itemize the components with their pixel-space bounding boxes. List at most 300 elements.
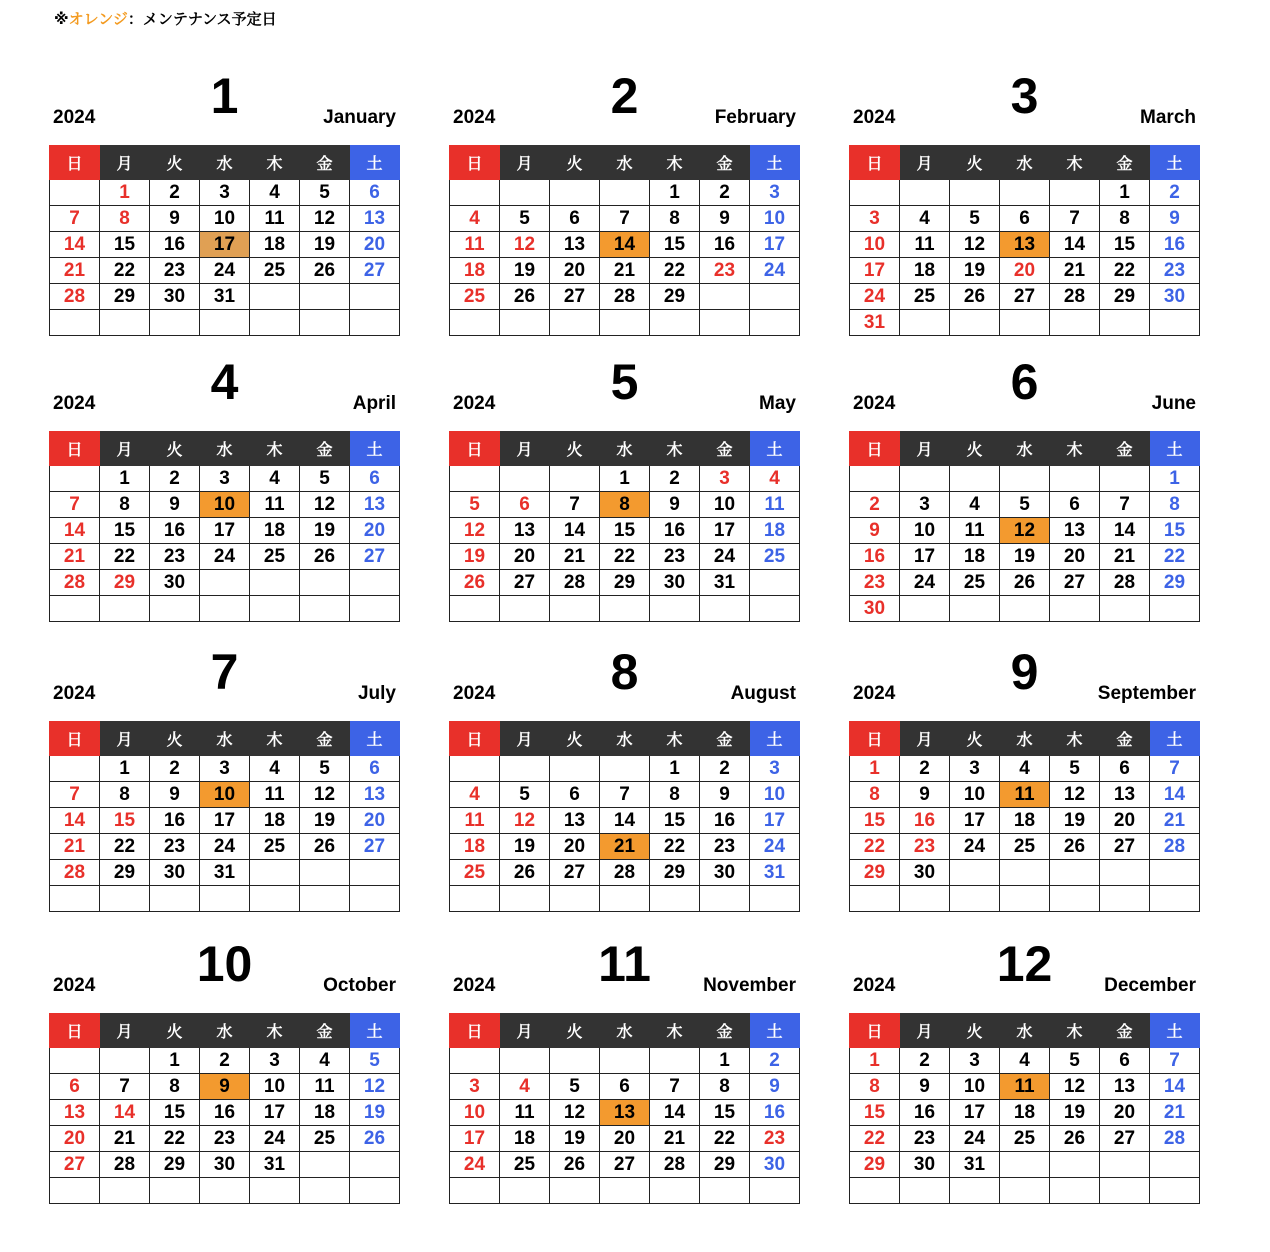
week-row bbox=[450, 544, 800, 570]
month-table bbox=[449, 721, 800, 912]
day-cell: 26 bbox=[350, 1126, 400, 1152]
weekday-header: 水 bbox=[200, 432, 250, 466]
day-cell: 6 bbox=[1000, 206, 1050, 232]
week-row bbox=[850, 518, 1200, 544]
week-row bbox=[850, 466, 1200, 492]
empty-day-cell bbox=[150, 1178, 200, 1204]
day-cell: 1 bbox=[100, 466, 150, 492]
day-cell: 3 bbox=[900, 492, 950, 518]
week-row bbox=[50, 860, 400, 886]
day-cell: 25 bbox=[1000, 1126, 1050, 1152]
day-cell: 7 bbox=[550, 492, 600, 518]
week-row bbox=[850, 886, 1200, 912]
weekday-header: 月 bbox=[900, 1014, 950, 1048]
day-cell: 14 bbox=[1050, 232, 1100, 258]
week-row bbox=[50, 310, 400, 336]
empty-day-cell bbox=[1050, 466, 1100, 492]
weekday-header: 金 bbox=[1100, 1014, 1150, 1048]
empty-day-cell bbox=[700, 886, 750, 912]
weekday-header: 日 bbox=[450, 1014, 500, 1048]
week-row bbox=[450, 886, 800, 912]
day-cell: 3 bbox=[750, 180, 800, 206]
day-cell: 28 bbox=[50, 570, 100, 596]
day-cell: 3 bbox=[950, 1048, 1000, 1074]
day-cell: 23 bbox=[150, 258, 200, 284]
day-cell: 8 bbox=[650, 782, 700, 808]
day-cell: 6 bbox=[350, 466, 400, 492]
day-cell: 3 bbox=[200, 466, 250, 492]
weekday-header: 木 bbox=[650, 722, 700, 756]
day-cell: 17 bbox=[200, 518, 250, 544]
day-cell: 1 bbox=[100, 180, 150, 206]
day-cell: 14 bbox=[1150, 1074, 1200, 1100]
day-cell: 29 bbox=[100, 860, 150, 886]
empty-day-cell bbox=[100, 596, 150, 622]
empty-day-cell bbox=[950, 1178, 1000, 1204]
day-cell: 23 bbox=[850, 570, 900, 596]
weekday-header: 木 bbox=[250, 1014, 300, 1048]
day-cell: 27 bbox=[1000, 284, 1050, 310]
week-row bbox=[450, 1100, 800, 1126]
weekday-header: 日 bbox=[50, 1014, 100, 1048]
day-cell: 1 bbox=[150, 1048, 200, 1074]
month-header bbox=[449, 635, 800, 706]
empty-day-cell bbox=[1050, 1152, 1100, 1178]
empty-day-cell bbox=[1150, 860, 1200, 886]
month-table bbox=[49, 145, 400, 336]
day-cell: 27 bbox=[550, 284, 600, 310]
weekday-header: 土 bbox=[750, 432, 800, 466]
week-row bbox=[850, 310, 1200, 336]
month-table bbox=[49, 1013, 400, 1204]
weekday-header: 金 bbox=[300, 146, 350, 180]
day-cell: 25 bbox=[1000, 834, 1050, 860]
day-cell: 6 bbox=[600, 1074, 650, 1100]
day-cell: 8 bbox=[100, 206, 150, 232]
day-cell: 30 bbox=[650, 570, 700, 596]
day-cell: 6 bbox=[350, 180, 400, 206]
weekday-header: 土 bbox=[350, 146, 400, 180]
day-cell: 5 bbox=[500, 206, 550, 232]
day-cell: 6 bbox=[550, 206, 600, 232]
day-cell: 15 bbox=[700, 1100, 750, 1126]
day-cell: 5 bbox=[300, 756, 350, 782]
weekday-header: 日 bbox=[450, 722, 500, 756]
week-row bbox=[50, 570, 400, 596]
day-cell: 29 bbox=[1100, 284, 1150, 310]
weekday-header: 日 bbox=[850, 1014, 900, 1048]
week-row bbox=[450, 570, 800, 596]
empty-day-cell bbox=[600, 756, 650, 782]
day-cell: 27 bbox=[550, 860, 600, 886]
year-label: 2024 bbox=[853, 975, 896, 996]
empty-day-cell bbox=[700, 596, 750, 622]
day-cell: 23 bbox=[200, 1126, 250, 1152]
month-name: November bbox=[703, 975, 796, 996]
day-cell: 11 bbox=[950, 518, 1000, 544]
month-number: 9 bbox=[1010, 644, 1039, 700]
empty-day-cell bbox=[200, 596, 250, 622]
day-cell: 6 bbox=[1100, 1048, 1150, 1074]
day-cell: 18 bbox=[950, 544, 1000, 570]
day-cell: 15 bbox=[650, 232, 700, 258]
week-row bbox=[850, 834, 1200, 860]
week-row bbox=[450, 206, 800, 232]
day-cell: 23 bbox=[900, 834, 950, 860]
week-row bbox=[850, 1100, 1200, 1126]
day-cell: 5 bbox=[300, 180, 350, 206]
day-cell: 19 bbox=[1050, 808, 1100, 834]
empty-day-cell bbox=[100, 886, 150, 912]
month-calendar-3 bbox=[849, 59, 1200, 336]
day-cell: 31 bbox=[750, 860, 800, 886]
empty-day-cell bbox=[1150, 1152, 1200, 1178]
weekday-header: 火 bbox=[150, 146, 200, 180]
day-cell: 11 bbox=[250, 492, 300, 518]
day-cell: 16 bbox=[900, 808, 950, 834]
weekday-header: 日 bbox=[50, 722, 100, 756]
day-cell: 22 bbox=[1150, 544, 1200, 570]
day-cell: 25 bbox=[300, 1126, 350, 1152]
maintenance-day-cell: 14 bbox=[600, 232, 650, 258]
empty-day-cell bbox=[850, 886, 900, 912]
day-cell: 30 bbox=[700, 860, 750, 886]
day-cell: 23 bbox=[700, 834, 750, 860]
week-row bbox=[850, 492, 1200, 518]
day-cell: 15 bbox=[600, 518, 650, 544]
day-cell: 7 bbox=[50, 492, 100, 518]
day-cell: 21 bbox=[550, 544, 600, 570]
day-cell: 20 bbox=[350, 518, 400, 544]
day-cell: 26 bbox=[450, 570, 500, 596]
month-number: 8 bbox=[610, 644, 639, 700]
maintenance-day-cell: 11 bbox=[1000, 782, 1050, 808]
day-cell: 18 bbox=[250, 808, 300, 834]
empty-day-cell bbox=[1100, 1152, 1150, 1178]
weekday-header-row bbox=[450, 146, 800, 180]
weekday-header: 月 bbox=[100, 1014, 150, 1048]
empty-day-cell bbox=[1100, 1178, 1150, 1204]
empty-day-cell bbox=[150, 886, 200, 912]
day-cell: 20 bbox=[1100, 1100, 1150, 1126]
month-header bbox=[849, 927, 1200, 998]
empty-day-cell bbox=[350, 860, 400, 886]
week-row bbox=[50, 596, 400, 622]
day-cell: 7 bbox=[1150, 1048, 1200, 1074]
week-row bbox=[450, 596, 800, 622]
empty-day-cell bbox=[350, 310, 400, 336]
day-cell: 12 bbox=[550, 1100, 600, 1126]
day-cell: 10 bbox=[850, 232, 900, 258]
day-cell: 4 bbox=[300, 1048, 350, 1074]
day-cell: 8 bbox=[850, 782, 900, 808]
week-row bbox=[850, 570, 1200, 596]
empty-day-cell bbox=[500, 310, 550, 336]
day-cell: 13 bbox=[50, 1100, 100, 1126]
day-cell: 30 bbox=[150, 860, 200, 886]
empty-day-cell bbox=[1000, 1152, 1050, 1178]
empty-day-cell bbox=[300, 284, 350, 310]
weekday-header: 日 bbox=[850, 722, 900, 756]
year-label: 2024 bbox=[453, 683, 496, 704]
day-cell: 29 bbox=[150, 1152, 200, 1178]
year-label: 2024 bbox=[53, 393, 96, 414]
empty-day-cell bbox=[1050, 860, 1100, 886]
day-cell: 12 bbox=[450, 518, 500, 544]
empty-day-cell bbox=[650, 310, 700, 336]
day-cell: 25 bbox=[500, 1152, 550, 1178]
day-cell: 16 bbox=[850, 544, 900, 570]
day-cell: 23 bbox=[150, 544, 200, 570]
day-cell: 7 bbox=[600, 206, 650, 232]
empty-day-cell bbox=[1050, 180, 1100, 206]
day-cell: 19 bbox=[450, 544, 500, 570]
day-cell: 18 bbox=[450, 258, 500, 284]
day-cell: 15 bbox=[100, 518, 150, 544]
week-row bbox=[50, 492, 400, 518]
day-cell: 14 bbox=[1150, 782, 1200, 808]
day-cell: 26 bbox=[1050, 834, 1100, 860]
empty-day-cell bbox=[950, 596, 1000, 622]
day-cell: 25 bbox=[750, 544, 800, 570]
day-cell: 21 bbox=[50, 258, 100, 284]
weekday-header: 金 bbox=[700, 1014, 750, 1048]
empty-day-cell bbox=[1000, 886, 1050, 912]
empty-day-cell bbox=[200, 886, 250, 912]
year-label: 2024 bbox=[453, 107, 496, 128]
day-cell: 17 bbox=[950, 808, 1000, 834]
day-cell: 17 bbox=[700, 518, 750, 544]
day-cell: 10 bbox=[750, 782, 800, 808]
day-cell: 24 bbox=[250, 1126, 300, 1152]
month-name: June bbox=[1151, 393, 1196, 414]
day-cell: 4 bbox=[1000, 756, 1050, 782]
month-name: April bbox=[352, 393, 396, 414]
day-cell: 3 bbox=[700, 466, 750, 492]
empty-day-cell bbox=[900, 180, 950, 206]
empty-day-cell bbox=[1150, 596, 1200, 622]
empty-day-cell bbox=[950, 180, 1000, 206]
weekday-header: 水 bbox=[1000, 1014, 1050, 1048]
empty-day-cell bbox=[600, 1048, 650, 1074]
empty-day-cell bbox=[1050, 596, 1100, 622]
month-number: 2 bbox=[610, 68, 639, 124]
day-cell: 29 bbox=[100, 284, 150, 310]
year-label: 2024 bbox=[853, 107, 896, 128]
weekday-header: 木 bbox=[250, 432, 300, 466]
empty-day-cell bbox=[900, 886, 950, 912]
day-cell: 14 bbox=[600, 808, 650, 834]
day-cell: 2 bbox=[1150, 180, 1200, 206]
day-cell: 8 bbox=[100, 492, 150, 518]
day-cell: 9 bbox=[150, 492, 200, 518]
day-cell: 22 bbox=[100, 834, 150, 860]
weekday-header: 木 bbox=[650, 432, 700, 466]
week-row bbox=[50, 886, 400, 912]
day-cell: 28 bbox=[650, 1152, 700, 1178]
weekday-header: 火 bbox=[950, 146, 1000, 180]
day-cell: 20 bbox=[1100, 808, 1150, 834]
weekday-header: 水 bbox=[1000, 432, 1050, 466]
weekday-header: 火 bbox=[550, 146, 600, 180]
day-cell: 26 bbox=[300, 834, 350, 860]
month-table bbox=[49, 721, 400, 912]
day-cell: 10 bbox=[250, 1074, 300, 1100]
day-cell: 16 bbox=[150, 232, 200, 258]
day-cell: 4 bbox=[500, 1074, 550, 1100]
legend bbox=[54, 10, 277, 30]
week-row bbox=[850, 544, 1200, 570]
weekday-header: 土 bbox=[350, 722, 400, 756]
month-table bbox=[849, 145, 1200, 336]
empty-day-cell bbox=[750, 1178, 800, 1204]
day-cell: 15 bbox=[850, 1100, 900, 1126]
weekday-header: 火 bbox=[550, 1014, 600, 1048]
empty-day-cell bbox=[450, 310, 500, 336]
month-calendar-10 bbox=[49, 927, 400, 1204]
empty-day-cell bbox=[550, 310, 600, 336]
day-cell: 25 bbox=[450, 284, 500, 310]
day-cell: 3 bbox=[750, 756, 800, 782]
empty-day-cell bbox=[600, 596, 650, 622]
empty-day-cell bbox=[1150, 1178, 1200, 1204]
day-cell: 22 bbox=[100, 258, 150, 284]
day-cell: 13 bbox=[350, 492, 400, 518]
empty-day-cell bbox=[700, 284, 750, 310]
empty-day-cell bbox=[950, 860, 1000, 886]
day-cell: 4 bbox=[750, 466, 800, 492]
legend-description: ：メンテナンス予定日 bbox=[127, 11, 277, 28]
day-cell: 1 bbox=[600, 466, 650, 492]
empty-day-cell bbox=[550, 466, 600, 492]
month-number: 3 bbox=[1010, 68, 1039, 124]
day-cell: 9 bbox=[700, 206, 750, 232]
maintenance-day-cell: 13 bbox=[1000, 232, 1050, 258]
empty-day-cell bbox=[850, 466, 900, 492]
empty-day-cell bbox=[300, 596, 350, 622]
month-number: 12 bbox=[996, 936, 1053, 992]
week-row bbox=[50, 1126, 400, 1152]
weekday-header: 木 bbox=[250, 722, 300, 756]
day-cell: 5 bbox=[1000, 492, 1050, 518]
month-name: September bbox=[1097, 683, 1196, 704]
week-row bbox=[850, 1048, 1200, 1074]
day-cell: 26 bbox=[300, 258, 350, 284]
day-cell: 3 bbox=[950, 756, 1000, 782]
week-row bbox=[50, 180, 400, 206]
day-cell: 16 bbox=[150, 808, 200, 834]
weekday-header: 土 bbox=[750, 146, 800, 180]
empty-day-cell bbox=[350, 1178, 400, 1204]
empty-day-cell bbox=[450, 466, 500, 492]
empty-day-cell bbox=[600, 1178, 650, 1204]
day-cell: 27 bbox=[50, 1152, 100, 1178]
month-calendar-12 bbox=[849, 927, 1200, 1204]
week-row bbox=[50, 1048, 400, 1074]
day-cell: 1 bbox=[1100, 180, 1150, 206]
day-cell: 23 bbox=[1150, 258, 1200, 284]
weekday-header: 金 bbox=[300, 722, 350, 756]
empty-day-cell bbox=[100, 1048, 150, 1074]
weekday-header-row bbox=[50, 722, 400, 756]
year-label: 2024 bbox=[853, 393, 896, 414]
maintenance-day-cell: 10 bbox=[200, 782, 250, 808]
day-cell: 12 bbox=[300, 206, 350, 232]
day-cell: 24 bbox=[200, 834, 250, 860]
empty-day-cell bbox=[650, 886, 700, 912]
empty-day-cell bbox=[200, 1178, 250, 1204]
day-cell: 25 bbox=[900, 284, 950, 310]
day-cell: 15 bbox=[850, 808, 900, 834]
month-calendar-9 bbox=[849, 635, 1200, 912]
day-cell: 16 bbox=[700, 808, 750, 834]
day-cell: 28 bbox=[50, 284, 100, 310]
day-cell: 27 bbox=[500, 570, 550, 596]
day-cell: 23 bbox=[150, 834, 200, 860]
maintenance-day-cell: 10 bbox=[200, 492, 250, 518]
day-cell: 2 bbox=[850, 492, 900, 518]
week-row bbox=[50, 466, 400, 492]
day-cell: 22 bbox=[650, 834, 700, 860]
month-table bbox=[849, 721, 1200, 912]
day-cell: 26 bbox=[950, 284, 1000, 310]
weekday-header: 土 bbox=[1150, 1014, 1200, 1048]
day-cell: 22 bbox=[100, 544, 150, 570]
day-cell: 7 bbox=[100, 1074, 150, 1100]
day-cell: 11 bbox=[250, 782, 300, 808]
weekday-header: 火 bbox=[150, 432, 200, 466]
day-cell: 28 bbox=[600, 284, 650, 310]
day-cell: 2 bbox=[200, 1048, 250, 1074]
month-name: March bbox=[1140, 107, 1196, 128]
weekday-header-row bbox=[50, 432, 400, 466]
empty-day-cell bbox=[1000, 596, 1050, 622]
week-row bbox=[50, 1178, 400, 1204]
day-cell: 14 bbox=[50, 808, 100, 834]
day-cell: 5 bbox=[350, 1048, 400, 1074]
maintenance-day-cell: 12 bbox=[1000, 518, 1050, 544]
day-cell: 14 bbox=[1100, 518, 1150, 544]
empty-day-cell bbox=[500, 180, 550, 206]
day-cell: 31 bbox=[250, 1152, 300, 1178]
day-cell: 22 bbox=[1100, 258, 1150, 284]
year-label: 2024 bbox=[53, 107, 96, 128]
week-row bbox=[850, 206, 1200, 232]
empty-day-cell bbox=[1000, 466, 1050, 492]
day-cell: 1 bbox=[850, 756, 900, 782]
day-cell: 16 bbox=[1150, 232, 1200, 258]
month-table bbox=[849, 431, 1200, 622]
year-label: 2024 bbox=[53, 975, 96, 996]
weekday-header: 火 bbox=[150, 722, 200, 756]
day-cell: 22 bbox=[150, 1126, 200, 1152]
day-cell: 8 bbox=[700, 1074, 750, 1100]
day-cell: 24 bbox=[900, 570, 950, 596]
day-cell: 14 bbox=[550, 518, 600, 544]
day-cell: 17 bbox=[750, 808, 800, 834]
day-cell: 26 bbox=[500, 284, 550, 310]
week-row bbox=[50, 1100, 400, 1126]
month-header bbox=[849, 345, 1200, 416]
week-row bbox=[850, 1074, 1200, 1100]
empty-day-cell bbox=[900, 1178, 950, 1204]
day-cell: 10 bbox=[700, 492, 750, 518]
day-cell: 11 bbox=[450, 232, 500, 258]
day-cell: 2 bbox=[150, 466, 200, 492]
weekday-header: 日 bbox=[50, 432, 100, 466]
empty-day-cell bbox=[250, 596, 300, 622]
day-cell: 24 bbox=[850, 284, 900, 310]
